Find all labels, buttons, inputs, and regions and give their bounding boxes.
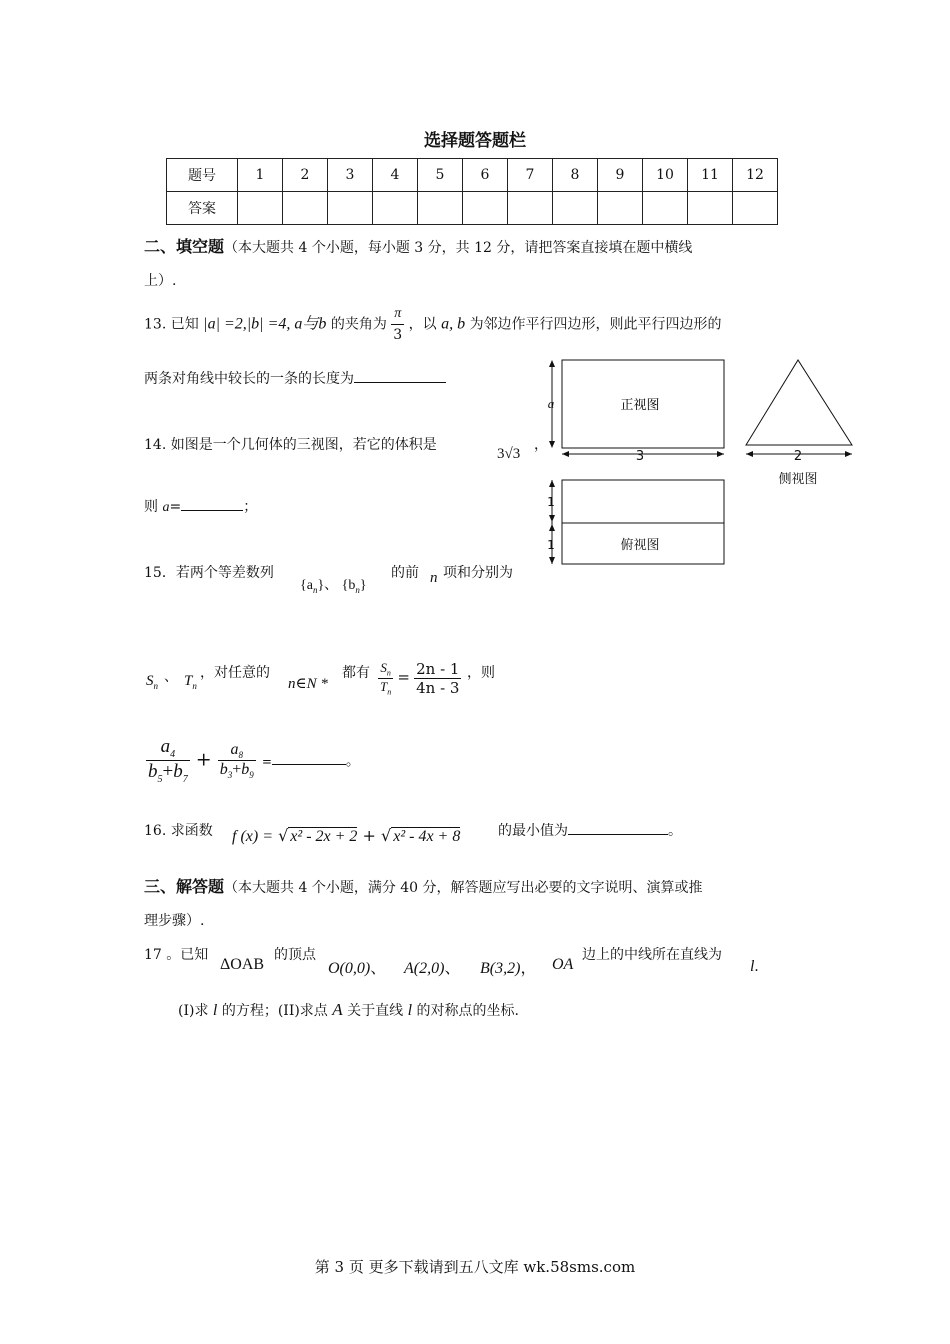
q15-b: b: [219, 760, 228, 778]
q17-A-letter: A: [332, 1000, 343, 1019]
q15-S-letter: S: [146, 673, 154, 689]
question-number: 5: [418, 159, 463, 192]
q15-sub: n: [312, 584, 318, 595]
answer-table: [166, 158, 778, 225]
q13-text: 两条对角线中较长的一条的长度为: [144, 371, 354, 387]
section2-note: （本大题共 4 个小题，每小题 3 分，共 12 分，请把答案直接填在题中横线: [224, 240, 693, 256]
q16-answer-blank[interactable]: [568, 834, 668, 835]
q15-answer-blank[interactable]: [272, 764, 346, 765]
q17-sep: 、: [444, 960, 461, 977]
section3-heading-line: [144, 874, 703, 897]
question-number: 12: [733, 159, 778, 192]
arrowhead: [549, 515, 555, 522]
q13-angle-num: π: [391, 304, 404, 325]
q15-T-letter: T: [184, 673, 193, 689]
arrowhead: [549, 441, 555, 448]
q13-angle-den: 3: [393, 327, 403, 343]
q14-line1: [144, 434, 437, 454]
q17-l-letter: l: [750, 958, 755, 975]
q15-sub: 8: [238, 749, 243, 760]
q15-sequences: $\{a_n\}$、 $\{b_n\}$: [300, 578, 367, 595]
q17-sep: 、: [370, 960, 387, 977]
q15-sub: n: [387, 687, 392, 697]
question-number: 4: [373, 159, 418, 192]
question-number: 6: [463, 159, 508, 192]
section3-note: （本大题共 4 个小题，满分 40 分，解答题应写出必要的文字说明、演算或推: [224, 880, 703, 896]
q15-ratio-st: [378, 660, 461, 697]
q14-text: ；: [243, 499, 258, 515]
q17-l-letter: l: [212, 1002, 218, 1019]
q15-seq-b: {b: [341, 578, 356, 593]
q13-line1: [144, 304, 722, 345]
page-footer: 第 3 页 更多下载请到五八文库 wk.58sms.com: [314, 1258, 636, 1276]
section3-note-cont: 理步骤）.: [144, 913, 205, 929]
q17-B: B(3,2): [480, 960, 521, 977]
q15-line2b: 都有: [342, 665, 370, 681]
q15-sub: n: [153, 681, 158, 691]
arrowhead: [549, 524, 555, 531]
q17-triangle: ΔOAB: [220, 956, 265, 973]
question-number: 11: [688, 159, 733, 192]
q16-line-a: 16. 求函数: [144, 823, 213, 839]
q15-frac2: [218, 741, 256, 780]
answer-cell[interactable]: [463, 192, 508, 225]
arrowhead: [549, 557, 555, 564]
answer-cell[interactable]: [643, 192, 688, 225]
answer-cell[interactable]: [598, 192, 643, 225]
answer-table-title: 选择题答题栏: [424, 131, 526, 151]
answer-cell[interactable]: [553, 192, 598, 225]
q16-root1: x² - 2x + 2: [290, 828, 358, 845]
q15-eq: =: [261, 754, 272, 769]
q14-line2: [144, 496, 257, 516]
dim-2-label: 2: [793, 449, 803, 464]
q15-sub: n: [386, 669, 391, 678]
top-view-label: 俯视图: [620, 538, 660, 553]
q13-text: ，以: [408, 316, 437, 333]
q17-text: (I)求: [178, 1003, 209, 1019]
answer-cell[interactable]: [418, 192, 463, 225]
arrowhead: [549, 360, 555, 367]
q15-S-letter: S: [380, 660, 387, 676]
q17-text: 关于直线: [347, 1003, 404, 1019]
q13-condition: |a| =2,|b| =4, a与b: [203, 315, 327, 333]
q15-a: a: [160, 736, 171, 757]
q15-sub: 4: [170, 748, 176, 760]
q15-sub: 9: [249, 769, 254, 780]
q13-line2: [144, 368, 446, 388]
q17-point-O: [328, 955, 386, 978]
q17-line-a: 17 。已知: [144, 947, 209, 963]
q13-vectors: a, b: [441, 315, 466, 333]
arrowhead: [549, 480, 555, 487]
q15-line1b: 的前: [391, 565, 419, 581]
q14-volume: 3√3: [497, 446, 521, 462]
q17-A: A(2,0): [404, 960, 445, 977]
q17-point-A: [404, 955, 460, 978]
q14-comma: ，: [534, 437, 548, 453]
q15-ratio-den: 4n - 3: [416, 679, 460, 697]
answer-table-answer-row: [167, 192, 778, 225]
q15-plus: +: [232, 760, 242, 778]
q15-cond: n∈N *: [288, 676, 328, 692]
dim-1-label: 1: [547, 495, 555, 509]
arrowhead: [845, 451, 852, 457]
dim-3-label: 3: [635, 449, 645, 464]
answer-table-number-row: [167, 159, 778, 192]
q15-b: b: [173, 760, 183, 782]
q15-T: [184, 673, 197, 691]
q15-n: n: [430, 570, 438, 586]
q14-text: =: [169, 499, 182, 515]
question-number: 9: [598, 159, 643, 192]
section2-heading: 二、填空题: [144, 237, 225, 256]
q13-text: 的夹角为: [330, 316, 387, 333]
answer-cell[interactable]: [328, 192, 373, 225]
q17-OA: OA: [552, 956, 574, 973]
q15-plus: +: [195, 748, 212, 771]
arrowhead: [717, 451, 724, 457]
q15-sub: n: [355, 584, 360, 595]
q15-sub: 3: [227, 769, 233, 780]
q15-b: b: [241, 760, 250, 778]
arrowhead: [562, 451, 569, 457]
q16-end: 。: [668, 823, 682, 839]
q13-text: 为邻边作平行四边形，则此平行四边形的: [469, 316, 722, 333]
answer-cell[interactable]: [733, 192, 778, 225]
q17-sub-questions: [178, 1000, 519, 1020]
q15-eq: =: [397, 668, 410, 686]
three-views-figure: [540, 352, 860, 572]
q15-sub: 7: [182, 773, 188, 785]
q17-l-letter: l: [407, 1002, 413, 1019]
q15-plus: +: [162, 760, 174, 782]
q16-plus: +: [362, 826, 376, 845]
q15-T-letter: T: [380, 679, 388, 694]
q17-line-b: 的顶点: [274, 947, 316, 963]
dim-a-label: a: [547, 396, 555, 411]
answer-cell[interactable]: [373, 192, 418, 225]
q14-text: 则: [144, 499, 158, 515]
q15-ratio-num: 2n - 1: [416, 660, 460, 678]
q15-sub: n: [192, 681, 197, 691]
q13-text: 13. 已知: [144, 316, 199, 333]
q16-text: 的最小值为: [498, 823, 568, 839]
q17-O: O(0,0): [328, 960, 371, 977]
q15-seq-a: {a: [300, 578, 313, 593]
q15-sep: 、: [324, 578, 339, 593]
question-number: 1: [238, 159, 283, 192]
q15-sep2: 、: [164, 669, 178, 685]
row-header-number: 题号: [167, 159, 238, 192]
q15-line2a: ，对任意的: [200, 665, 270, 681]
q14-text: 14. 如图是一个几何体的三视图，若它的体积是: [144, 437, 437, 453]
answer-cell[interactable]: [508, 192, 553, 225]
q16-expression: f (x) = √ x² - 2x + 2 + √ x² - 4x + 8: [232, 826, 461, 845]
section2-note-cont: 上）.: [144, 273, 177, 289]
q15-b: b: [148, 760, 158, 782]
q15-line2c: ，则: [467, 665, 495, 681]
q15-end: 。: [345, 753, 360, 770]
row-header-answer: 答案: [167, 192, 238, 225]
q16-line-b: [498, 820, 682, 840]
arrowhead: [746, 451, 753, 457]
question-number: 3: [328, 159, 373, 192]
q17-text: 的方程；(II)求点: [221, 1003, 328, 1019]
side-view-triangle: [746, 360, 852, 445]
q15-frac1: [146, 736, 190, 785]
q15-line1c: 项和分别为: [443, 565, 513, 581]
q17-dot: .: [754, 958, 759, 975]
section3-heading: 三、解答题: [144, 877, 225, 896]
section2-heading-line: [144, 234, 692, 257]
q17-l: [750, 958, 758, 976]
q15-line1-text: 15．若两个等差数列: [144, 565, 274, 581]
q14-answer-blank[interactable]: [181, 510, 243, 511]
question-number: 10: [643, 159, 688, 192]
q15-a: a: [230, 740, 239, 758]
answer-cell[interactable]: [283, 192, 328, 225]
side-view-label: 侧视图: [778, 472, 818, 487]
q17-comma: ，: [520, 960, 537, 977]
q17-line-c: 边上的中线所在直线为: [582, 947, 722, 963]
q15-sub: 5: [157, 773, 163, 785]
q16-root2: x² - 4x + 8: [393, 828, 461, 845]
answer-cell[interactable]: [688, 192, 733, 225]
q17-point-B: [480, 955, 536, 978]
q13-angle-fraction: [391, 304, 404, 345]
answer-cell[interactable]: [238, 192, 283, 225]
q13-answer-blank[interactable]: [354, 382, 446, 383]
q16-f: f (x) =: [232, 828, 273, 845]
q17-text: 的对称点的坐标.: [416, 1003, 519, 1019]
q15-S: [146, 673, 158, 691]
front-view-label: 正视图: [620, 398, 660, 413]
question-number: 2: [283, 159, 328, 192]
question-number: 7: [508, 159, 553, 192]
dim-1-label: 1: [547, 538, 555, 552]
question-number: 8: [553, 159, 598, 192]
q14-variable: a: [162, 500, 170, 515]
q15-expression: [146, 736, 360, 785]
